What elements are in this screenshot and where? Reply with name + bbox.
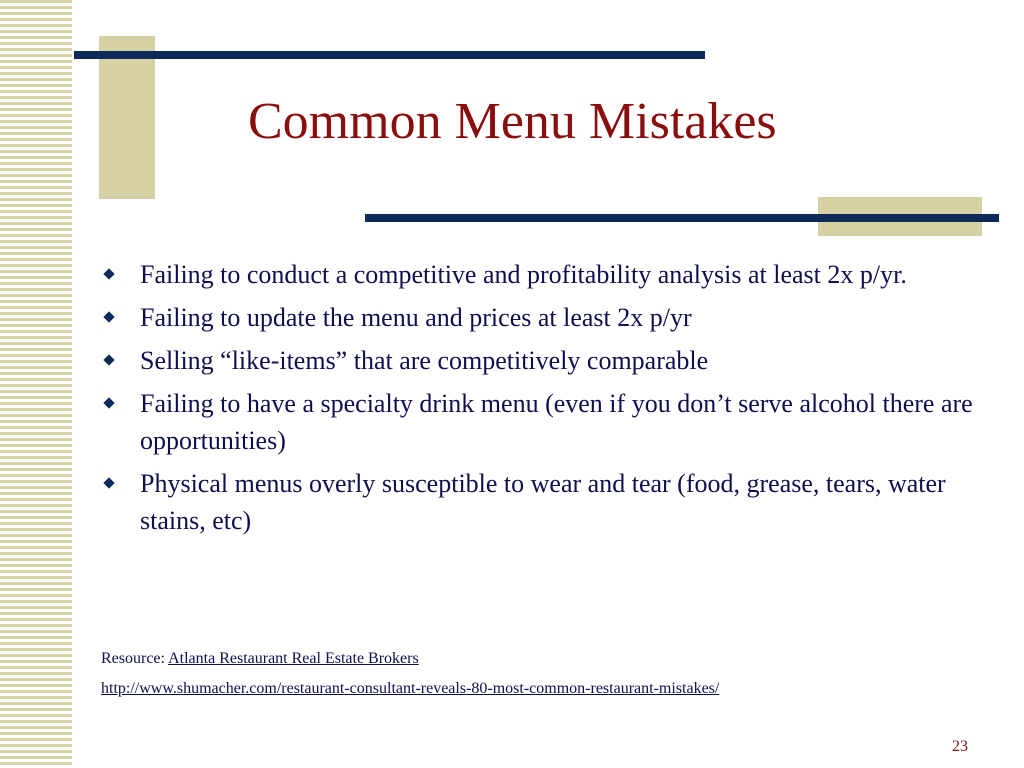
diamond-bullet-icon [103,354,114,365]
bullet-text: Failing to conduct a competitive and profitability analysis at least 2x p/yr. [140,260,907,289]
decorative-navy-bar-top [74,51,705,59]
page-number: 23 [952,738,968,755]
bullet-text: Selling “like-items” that are competitively comparable [140,346,709,375]
decorative-tan-block-left [99,36,155,199]
resource-link[interactable]: Atlanta Restaurant Real Estate Brokers [168,650,419,667]
bullet-item [102,465,982,539]
diamond-bullet-icon [103,268,114,279]
resource-label: Resource: [101,650,165,667]
bullet-item [102,342,982,379]
bullet-text: Failing to have a specialty drink menu (even if you don’t serve alcohol there are opportunities) [140,389,973,455]
decorative-navy-bar-bottom [365,214,999,222]
diamond-bullet-icon [103,477,114,488]
bullet-item [102,256,982,293]
bullet-list [102,256,982,545]
resource-url-line [101,680,719,698]
left-striped-border [0,0,72,768]
bullet-text: Failing to update the menu and prices at least 2x p/yr [140,303,692,332]
slide-title: Common Menu Mistakes [248,93,777,150]
diamond-bullet-icon [103,397,114,408]
bullet-item [102,385,982,459]
diamond-bullet-icon [103,311,114,322]
bullet-item [102,299,982,336]
bullet-text: Physical menus overly susceptible to wear and tear (food, grease, tears, water stains, etc) [140,469,946,535]
resource-url-link[interactable]: http://www.shumacher.com/restaurant-consultant-reveals-80-most-common-restaurant-mistakes/ [101,680,720,697]
resource-line [101,650,419,668]
